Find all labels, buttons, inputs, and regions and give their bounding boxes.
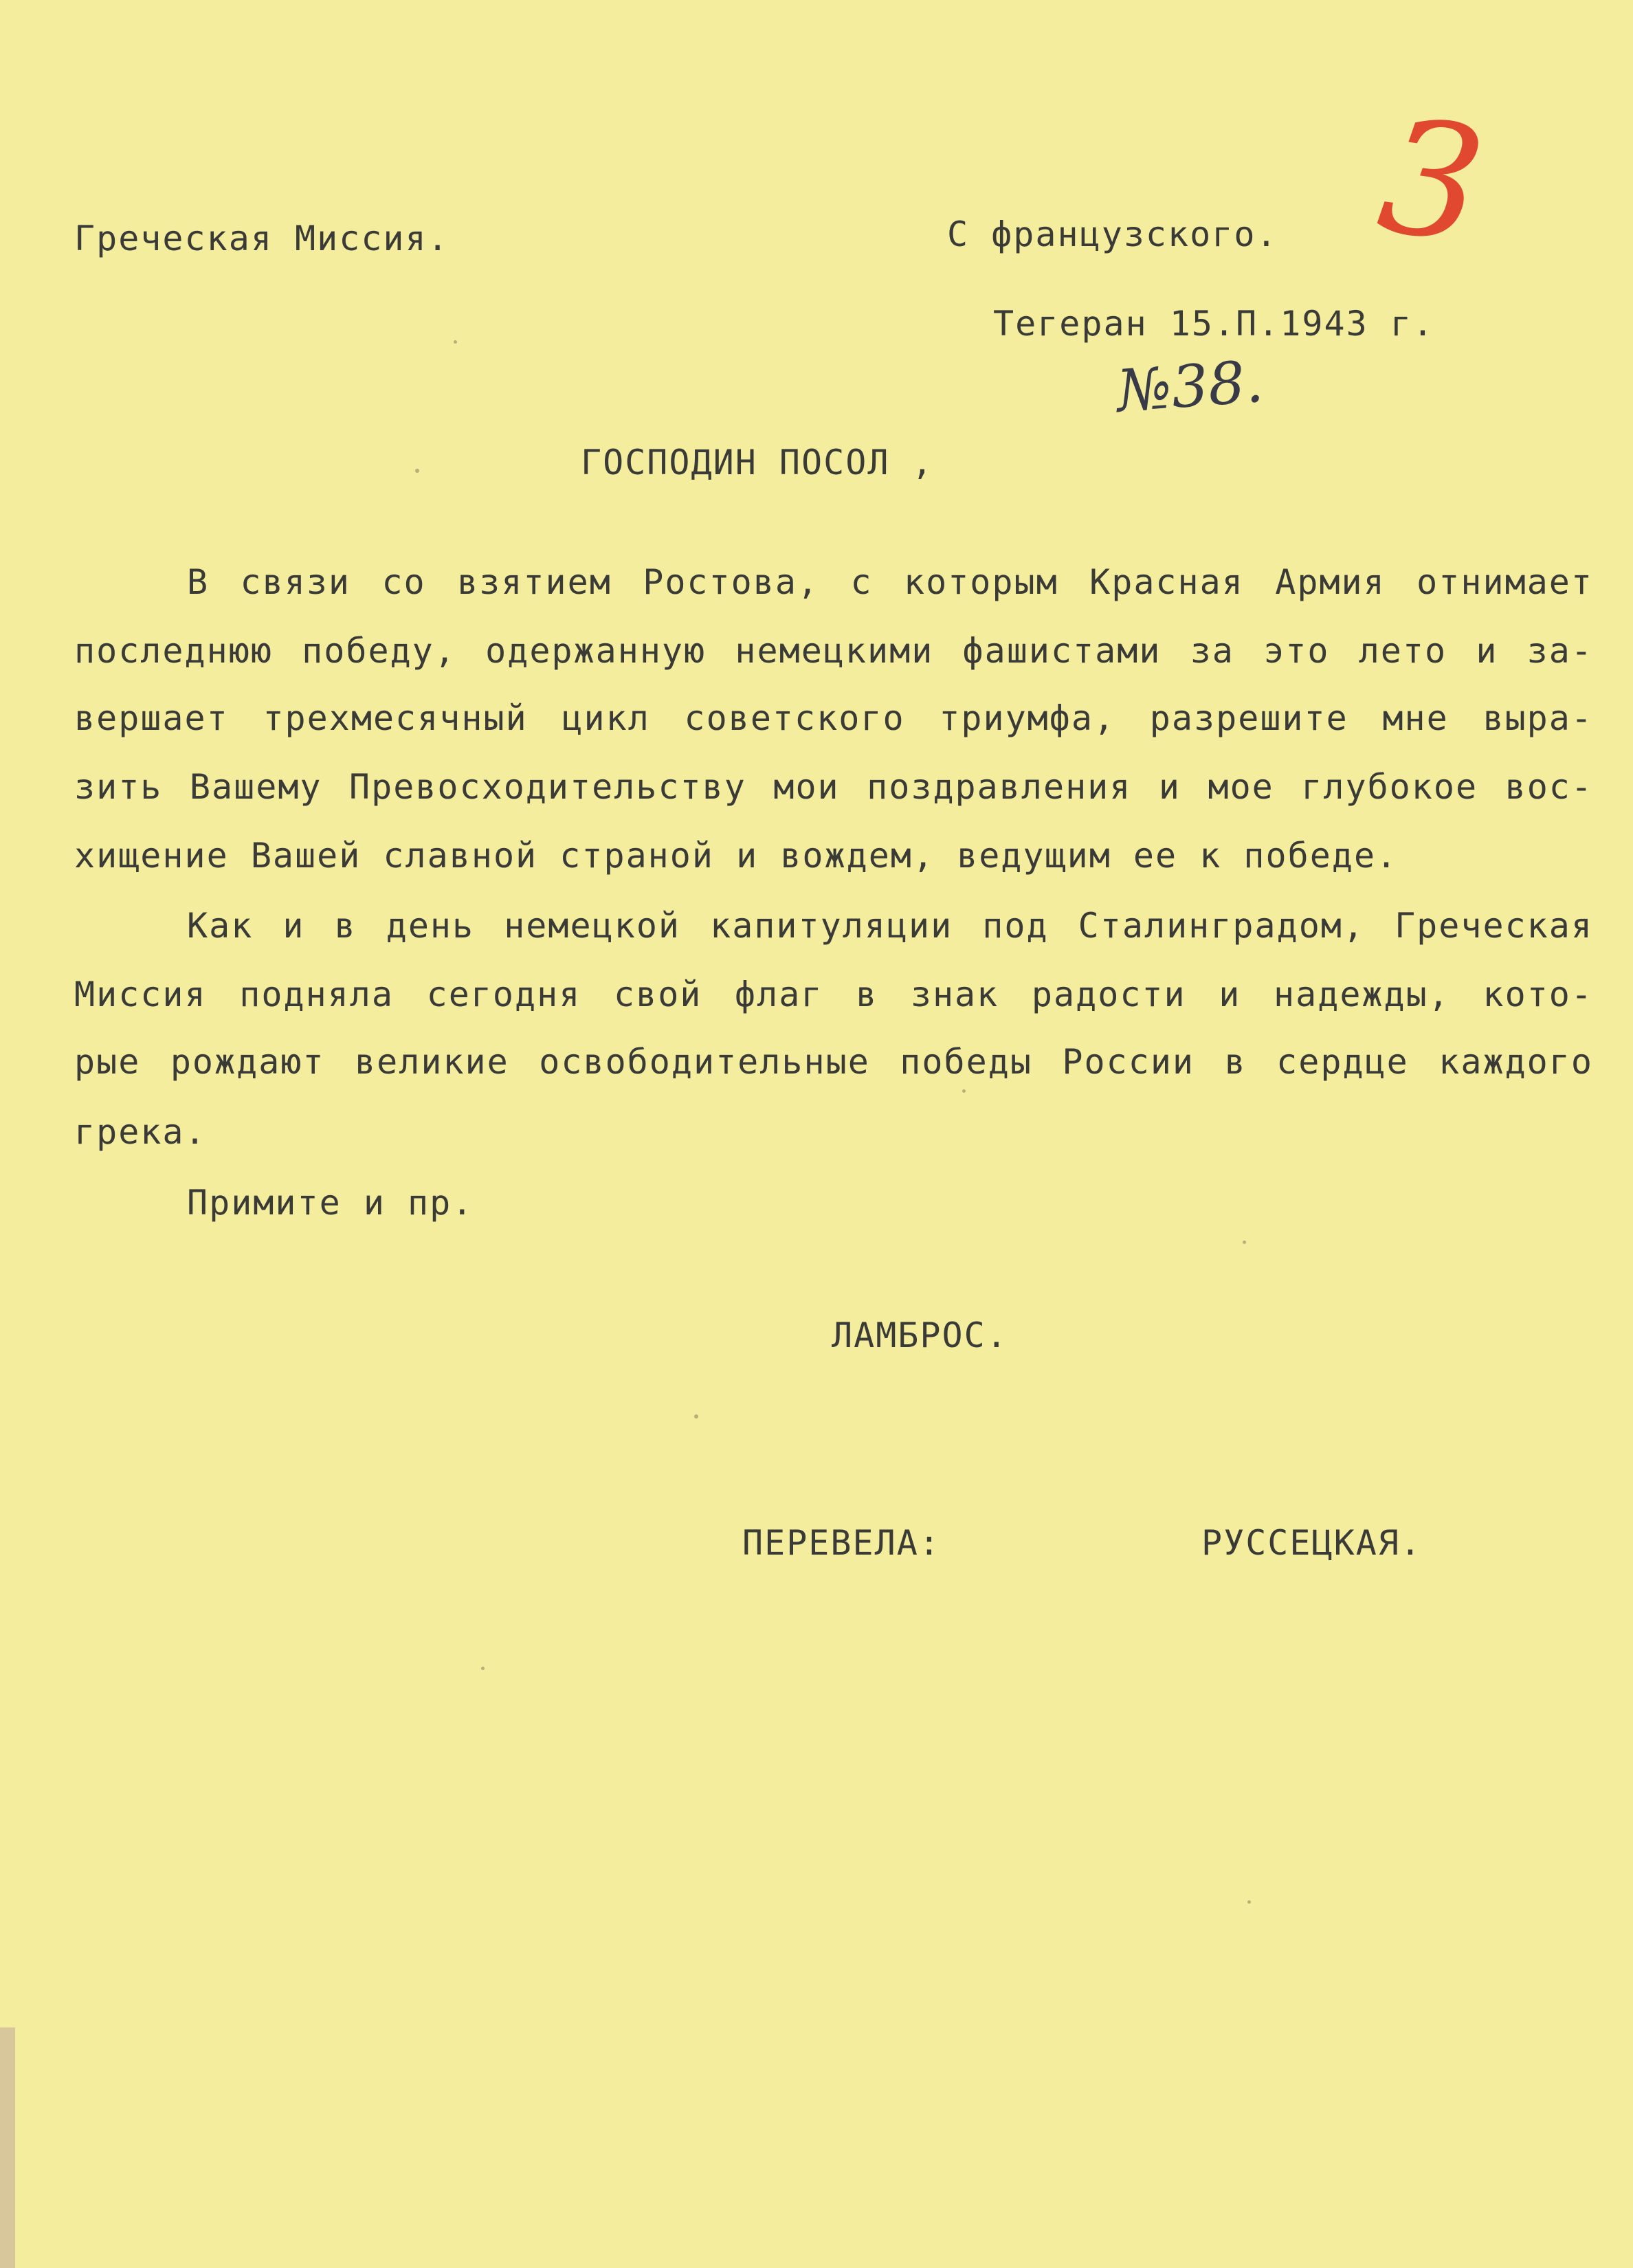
body-line: зить Вашему Превосходительству мои поздравления и мое глубокое вос- bbox=[74, 767, 1593, 807]
signature: ЛАМБРОС. bbox=[832, 1315, 1008, 1355]
paper-speck bbox=[962, 1089, 966, 1093]
handwritten-reference-number: №38. bbox=[1114, 347, 1266, 425]
body-line: хищение Вашей славной страной и вождем, ведущим ее к победе. bbox=[74, 836, 1399, 876]
body-line: Миссия подняла сегодня свой флаг в знак радости и надежды, кото- bbox=[74, 975, 1593, 1014]
translator-name: РУССЕЦКАЯ. bbox=[1201, 1523, 1423, 1563]
handwritten-page-mark: 3 bbox=[1369, 84, 1495, 280]
paper-speck bbox=[1243, 1241, 1246, 1244]
paper-speck bbox=[454, 340, 457, 344]
place-date: Тегеран 15.П.1943 г. bbox=[993, 304, 1435, 344]
translation-note: С французского. bbox=[947, 214, 1278, 254]
paper-speck bbox=[415, 469, 419, 473]
sender-line: Греческая Миссия. bbox=[74, 219, 449, 258]
paper-speck bbox=[1247, 1900, 1251, 1904]
paper-speck bbox=[481, 1667, 485, 1670]
body-line: В связи со взятием Ростова, с которым Красная Армия отнимает bbox=[187, 562, 1593, 602]
paper-speck bbox=[694, 1414, 698, 1419]
body-line: Как и в день немецкой капитуляции под Сталинградом, Греческая bbox=[187, 906, 1593, 946]
translator-label: ПЕРЕВЕЛА: bbox=[742, 1523, 941, 1563]
body-line: грека. bbox=[74, 1112, 207, 1152]
body-line: рые рождают великие освободительные победы России в сердце каждого bbox=[74, 1042, 1593, 1082]
salutation: ГОСПОДИН ПОСОЛ , bbox=[581, 443, 934, 482]
closing-formula: Примите и пр. bbox=[187, 1183, 474, 1223]
body-line: последнюю победу, одержанную немецкими фашистами за это лето и за- bbox=[74, 631, 1593, 671]
paper-edge bbox=[0, 2027, 15, 2268]
body-line: вершает трехмесячный цикл советского триумфа, разрешите мне выра- bbox=[74, 698, 1593, 738]
